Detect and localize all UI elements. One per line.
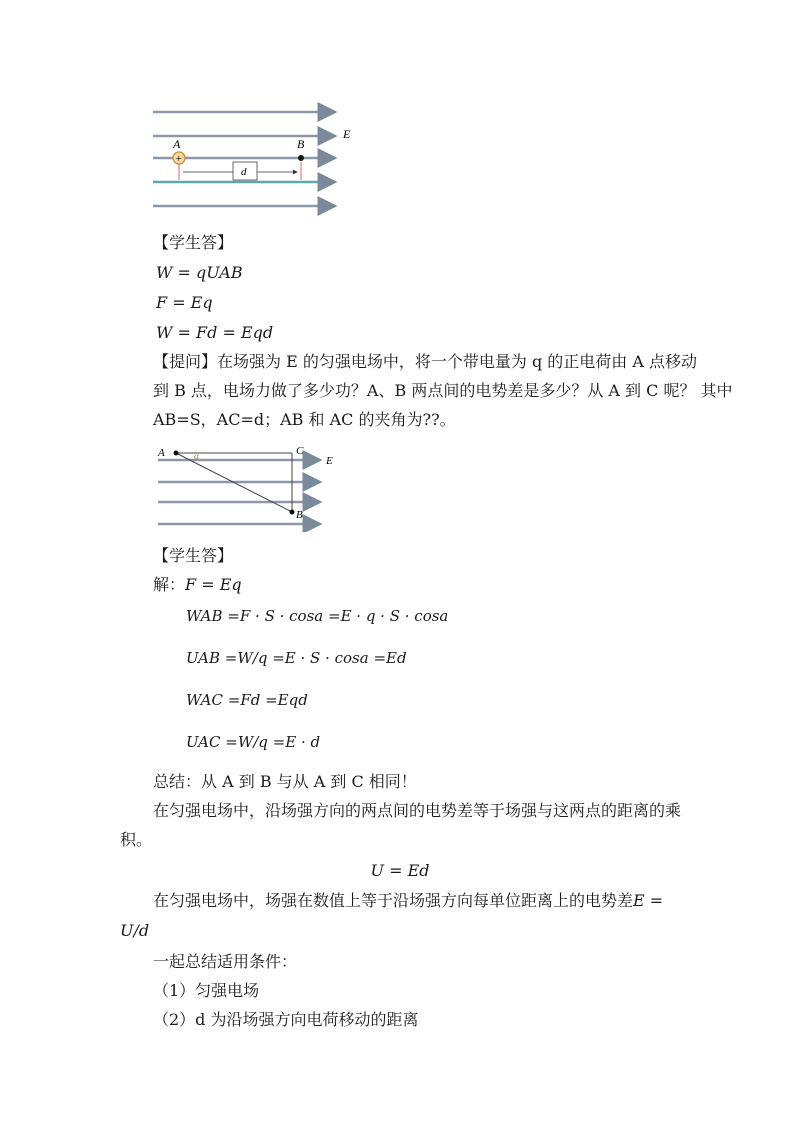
summary-para1-line1: 在匀强电场中，沿场强方向的两点间的电势差等于场强与这两点的距离的乘 [153, 801, 682, 820]
equation-force: F = Eq [185, 575, 242, 594]
equation-force: F = Eq [156, 293, 213, 312]
label-d: d [241, 166, 247, 178]
condition-2: （2）d 为沿场强方向电荷移动的距离 [153, 1010, 419, 1029]
question-line-3: AB=S，AC=d；AB 和 AC 的夹角为??。 [153, 410, 456, 429]
label-b: B [297, 137, 305, 151]
question-line-1: 【提问】在场强为 E 的匀强电场中，将一个带电量为 q 的正电荷由 A 点移动 [153, 352, 697, 371]
formula-e-eq: E = [633, 891, 664, 910]
figure-uniform-field-ab [145, 100, 365, 220]
label-alpha: α [194, 451, 199, 461]
equation-wac: WAC =Fd =Eqd [186, 691, 308, 709]
question-line-2: 到 B 点，电场力做了多少功？A、B 两点间的电势差是多少？从 A 到 C 呢？ 其中 [153, 381, 733, 400]
formula-u-over-d: U/d [120, 921, 150, 940]
equation-uac: UAC =W/q =E · d [186, 733, 321, 751]
label-b: B [296, 509, 303, 521]
equation-work: W = qUAB [156, 263, 243, 282]
student-answer-heading-1: 【学生答】 [153, 233, 234, 252]
student-answer-heading-2: 【学生答】 [153, 546, 234, 565]
conditions-intro: 一起总结适用条件： [153, 952, 298, 971]
summary-para2-line1 [153, 891, 663, 911]
point-a [174, 451, 179, 456]
formula-u-ed: U = Ed [370, 861, 430, 880]
summary-para2-text: 在匀强电场中，场强在数值上等于沿场强方向每单位距离上的电势差 [153, 891, 634, 910]
solution-first-line [153, 575, 242, 595]
charge-symbol: + [175, 153, 183, 165]
summary-line: 总结：从 A 到 B 与从 A 到 C 相同！ [153, 772, 417, 791]
label-a: A [158, 447, 165, 459]
condition-1: （1）匀强电场 [153, 981, 260, 1000]
summary-para1-line2: 积。 [120, 830, 153, 849]
label-c: C [296, 445, 304, 457]
label-e: E [343, 127, 351, 141]
equation-work-fd: W = Fd = Eqd [156, 323, 274, 342]
figure-triangle-abc [150, 440, 350, 532]
label-a: A [173, 137, 181, 151]
label-e: E [326, 455, 333, 467]
solution-prefix: 解： [153, 575, 186, 594]
equation-uab: UAB =W/q =E · S · cosa =Ed [186, 649, 407, 667]
point-b [290, 510, 295, 515]
equation-wab: WAB =F · S · cosa =E · q · S · cosa [186, 607, 449, 625]
point-b [298, 155, 304, 161]
